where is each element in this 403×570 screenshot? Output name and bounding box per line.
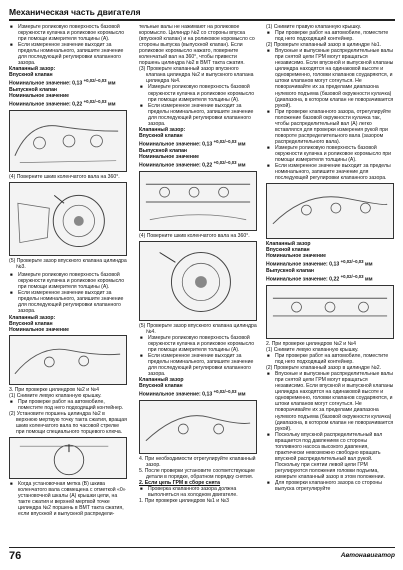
page-footer (9, 547, 395, 562)
publisher-name: Автонавигатор (340, 552, 395, 559)
bullet: ■ Если измеренное значение выходит за пределы номинального, запишите значение для последующей регулировки клапанного зазора. (9, 290, 127, 314)
bullet: ■ Впускные и выпускные распределительные валы при снятой цепи ГРМ могут вращаться независимо. Если впускной и выпускной клапаны цилиндра находятся на одинаковой высоте и одновременно, головки клапанов соударяются, и штоки клапанов могут согнуться. Не поворачивайте их за пределами диапазона нулевого подъема (базовой окружности кулачка) (диапазона, в котором клапан не поворачивается рукой). (266, 48, 394, 108)
step-text: 4. При необходимости отрегулируйте клапанный зазор. (139, 455, 256, 468)
spec-line: Номинальное значение (266, 253, 327, 260)
step-text: (1) Снимите правую клапанную крышку. (266, 24, 362, 30)
spec-line: Выпускной клапан (139, 147, 188, 154)
bullet: ■ Измерьте роликовую поверхность базовой окружности кулачка и роликовое коромысло при помощи измерителя толщины (А). (266, 145, 394, 163)
figure-valve-gauge (139, 400, 257, 454)
spec-line: Номинальное значение: 0,13 $^{+0,02/-0,03}$ мм (139, 389, 246, 398)
bullet: ■ Поскольку впускной распределительный вал вращается под давлением со стороны топливного насоса высокого давления, практически невозможно свободно вращать впускной распределительный вал рукой. Поскольку при снятии левой цепи ГРМ регулируются положения головки подъема, измерьте клапанный зазор в этом положении. (266, 432, 394, 480)
figure-crankshaft-pulley-2 (139, 241, 257, 321)
bullet: ■ Измерьте роликовую поверхность базовой окружности кулачка и роликовое коромысло при помощи измерителя толщины (А). (9, 272, 127, 290)
spec-heading: Клапанный зазор (266, 241, 311, 248)
bullet: ■ Проверка клапанного зазора должна выполняться на холодном двигателе. (139, 486, 257, 498)
step-text: 2. При проверке цилиндров №2 и №4 (266, 340, 356, 347)
spec-line: Впускной клапан (139, 383, 183, 390)
section-heading: 2. Если цепь ГРМ в сборе снята (139, 480, 221, 487)
spec-line: Номинальное значение: 0,13 $^{+0,02/-0,03}$ мм (139, 138, 246, 148)
spec-line: Впускной клапан (266, 247, 310, 254)
column-2 (139, 24, 257, 504)
spec-line: Номинальное значение: 0,22 $^{+0,02/-0,03}$ мм (9, 99, 116, 108)
step-text: 5. После проверки установите соответствующие детали в порядке, обратном порядку снятия. (139, 467, 255, 480)
column-1 (9, 24, 127, 517)
bullet: ■ Для проверки клапанного зазора со стороны выпуска отрегулируйте (266, 480, 394, 492)
spec-line: Выпускной клапан (266, 268, 315, 275)
spec-line: Выпускной клапан (9, 87, 58, 94)
figure-crankshaft-pulley (9, 182, 127, 256)
bullet: ■ Если измеренное значение выходит за пределы номинального, запишите значение для последующей регулировки клапанного зазора. (9, 42, 127, 66)
figure-engine-head (9, 110, 127, 172)
header-title: Механическая часть двигателя (9, 7, 141, 17)
step-text: (2) Проверьте клапанный зазор в цилиндре №1. (266, 42, 382, 49)
paragraph: тельные валы не нажимают на роликовое коромысло. Цилиндр №2 со стороны впуска (впускной клапан) и на роликовое коромысло со стороны выпуска (выпускной клапан). Если роликовое коромысло нажато, поверните коленчатый вал на 360°, чтобы привести поршень цилиндра №2 в ВМТ такта сжатия. (139, 24, 255, 67)
step-text: 1. При проверке цилиндров №1 и №3 (139, 498, 229, 505)
step-text: (3) Проверьте клапанный зазор впускного клапана цилиндра №2 и выпускного клапана цилиндра №4. (139, 66, 254, 85)
spec-line: Номинальное значение: 0,22 $^{+0,02/-0,03}$ мм (139, 159, 246, 169)
step-text: 3. При проверке цилиндров №2 и №4 (9, 386, 99, 393)
step-text: (5) Проверьте зазор впускного клапана цилиндра №3. (9, 258, 127, 271)
bullet: ■ При проверке работ на автомобиле, поместите под него подходящий контейнер. (266, 30, 394, 42)
spec-line: Номинальное значение (9, 326, 70, 333)
bullet: ■ При проверке работ на автомобиле, поместите под него подходящий контейнер. (266, 353, 394, 365)
spec-heading: Клапанный зазор: (9, 314, 56, 321)
spec-line: Номинальное значение: 0,22 $^{+0,02/-0,03}$ мм (266, 274, 373, 283)
spec-heading: Клапанный зазор: (9, 66, 56, 73)
spec-line: Впускной клапан (9, 72, 53, 79)
bullet: ■ Измерьте роликовую поверхность базовой окружности кулачка и роликовое коромысло при помощи измерителя толщины (А). (139, 335, 257, 353)
bullet: ■ Измерьте роликовую поверхность базовой окружности кулачка и роликовое коромысло при помощи измерителя толщины (А). (139, 84, 257, 102)
bullet: ■ Когда установочная метка (В) шкива коленчатого вала совмещена с отметкой «0» установочной шкалы (А) крышки цепи, на такте сжатия и верхней мертвой точке цилиндра №2 поршень в ВМТ такта сжатия, если впускной и выпускной распредели- (9, 481, 127, 517)
bullet: ■ Если измеренное значение выходит за пределы номинального, запишите значение для последующей регулировки клапанного зазора. (139, 103, 257, 127)
step-text: (5) Проверьте зазор впускного клапана цилиндра №4. (139, 322, 257, 335)
figure-timing-mark (9, 437, 127, 479)
spec-heading: Клапанный зазор: (139, 126, 186, 133)
spec-line: Номинальное значение: 0,13 $^{+0,02/-0,03}$ мм (266, 259, 373, 269)
bullet: ■ Впускные и выпускные распределительные валы при снятой цепи ГРМ могут вращаться независимо. Если впускной и выпускной клапаны цилиндра находятся на одинаковой высоте и одновременно, головки клапанов соударяются, и штоки клапанов могут согнуться. Не поворачивайте их за пределами диапазона нулевого подъема (базовой окружности кулачка) (диапазона, в котором клапан не поворачивается рукой). (266, 371, 394, 431)
figure-camshafts (139, 171, 257, 231)
spec-line: Впускной клапан (9, 320, 53, 327)
bullet: ■ Если измеренное значение выходит за пределы номинального, запишите значение для последующей регулировки клапанного зазора. (139, 353, 257, 377)
step-text: (4) Поверните шкив коленчатого вала на 360°. (139, 232, 250, 239)
spec-heading: Клапанный зазор (139, 376, 184, 383)
step-text: (1) Снимите левую клапанную крышку. (266, 346, 359, 353)
spec-line: Впускной клапан (139, 132, 183, 139)
step-text: (2) Проверьте клапанный зазор в цилиндре №2. (266, 365, 382, 372)
bullet: ■ Если измеренное значение выходит за пределы номинального, запишите значение для последующей регулировки клапанного зазора. (266, 163, 394, 181)
bullet: ■ При проверке клапанного зазора, отрегулируйте положение базовой окружности кулачка так, чтобы распределительный вал (А) легко вставлялся для проверки измерения рукой при повороте распределительного вала (зазором распределительного вала). (266, 109, 394, 145)
figure-left-head (266, 285, 394, 339)
step-text: (4) Поверните шкив коленчатого вала на 360°. (9, 174, 120, 181)
column-3 (266, 24, 394, 492)
figure-right-head (266, 183, 394, 239)
bullet: ■ Измерьте роликовую поверхность базовой окружности кулачка и роликовое коромысло при помощи измерителя толщины (А). (9, 24, 127, 42)
figure-valve-check (9, 335, 127, 385)
step-text: (1) Снимите левую клапанную крышку. (9, 392, 102, 399)
page-header (9, 6, 395, 21)
spec-line: Номинальное значение: 0,13 $^{+0,02/-0,03}$ мм (9, 78, 116, 88)
spec-line: Номинальное значение (139, 153, 200, 160)
spec-line: Номинальное значение (9, 93, 70, 100)
step-text: (2) Установите поршень цилиндра №2 в верхнюю мертвую точку такта сжатия, вращая шкив коленчатого вала по часовой стрелке при помощи специального торцевого ключа. (9, 410, 127, 435)
bullet: ■ При проверке работ на автомобиле, поместите под него подходящий контейнер. (9, 399, 127, 411)
page-number: 76 (9, 550, 22, 562)
